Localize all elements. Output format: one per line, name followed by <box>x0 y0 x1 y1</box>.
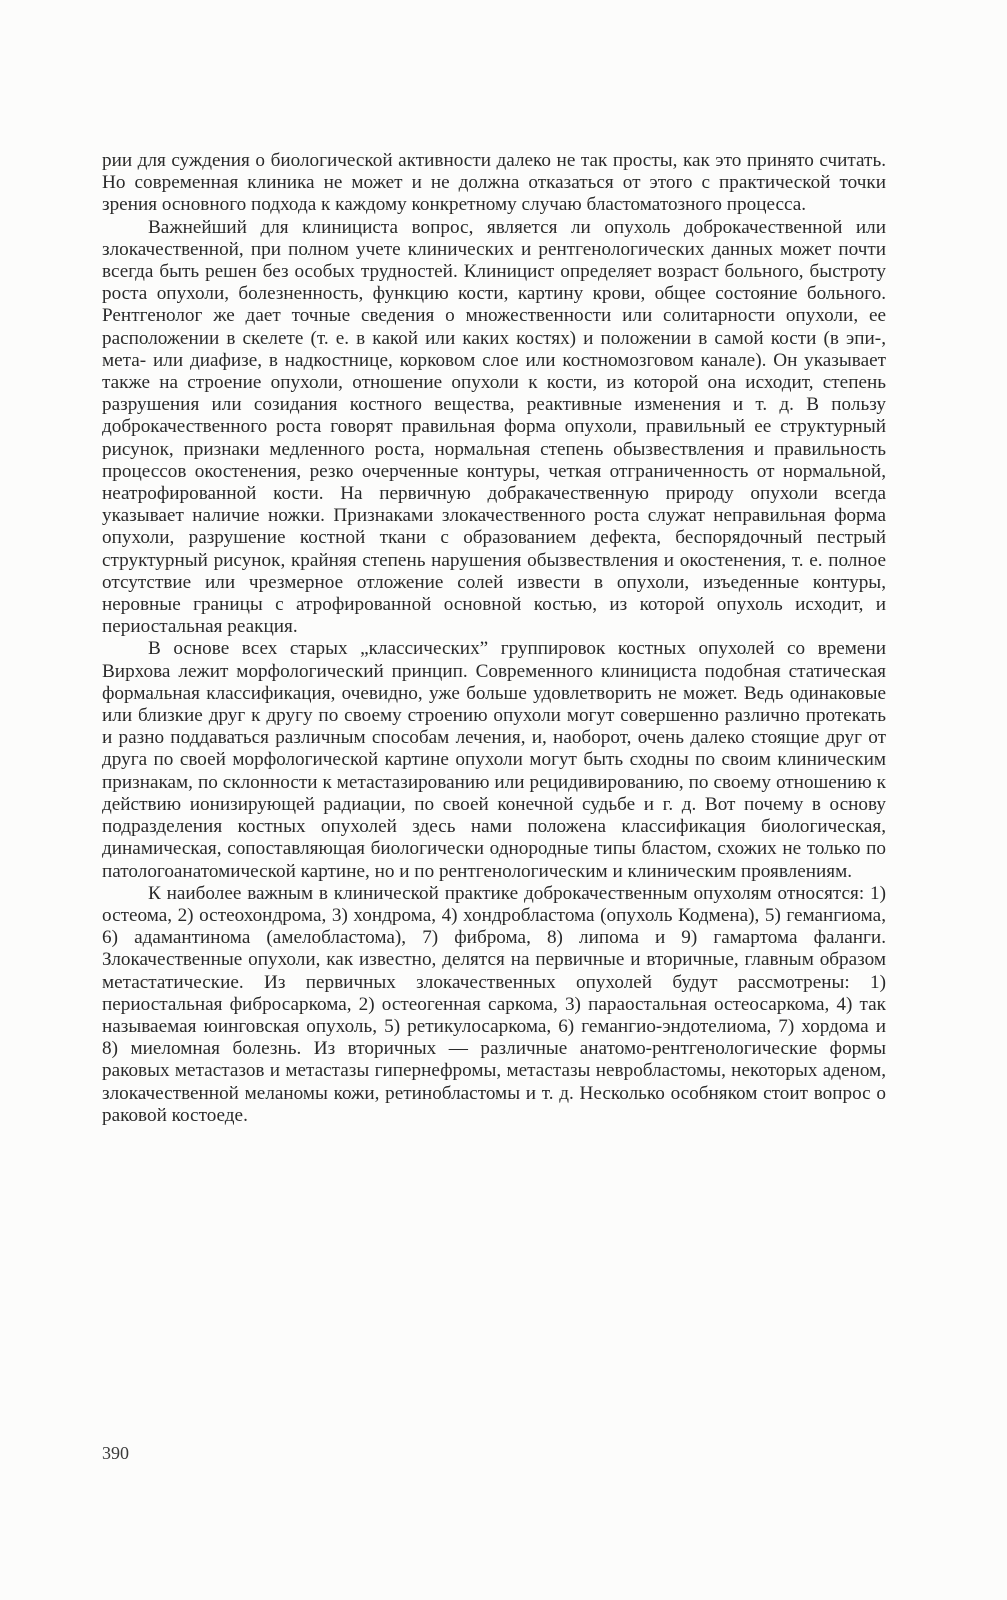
paragraph-tumor-list: К наиболее важным в клинической практике доброкачественным опухолям относятся: 1) остеома, 2) остеохондрома, 3) хондрома, 4) хондробластома (опухоль Кодмена), 5) гемангиома, 6) адамантинома (амелобластома), 7) фиброма, 8) липома и 9) гамартома фаланги. Злокачественные опухоли, как известно, делятся на первичные и вторичные, главным образом метастатические. Из первичных злокачественных опухолей будут рассмотрены: 1) периостальная фибросаркома, 2) остеогенная саркома, 3) параостальная остеосаркома, 4) так называемая юинговская опухоль, 5) ретикулосаркома, 6) гемангио-эндотелиома, 7) хордома и 8) миеломная болезнь. Из вторичных — различные анатомо-рентгенологические формы раковых метастазов и метастазы гипернефромы, метастазы невробластомы, некоторых аденом, злокачественной меланомы кожи, ретинобластомы и т. д. Несколько особняком стоит вопрос о раковой костоеде. <box>102 882 886 1126</box>
text-body <box>102 150 886 1127</box>
paragraph-benign-vs-malignant: Важнейший для клинициста вопрос, является ли опухоль доброкачественной или злокачественной, при полном учете клинических и рентгенологических данных может почти всегда быть решен без особых трудностей. Клиницист определяет возраст больного, быстроту роста опухоли, болезненность, функцию кости, картину крови, общее состояние больного. Рентгенолог же дает точные сведения о множественности или солитарности опухоли, ее расположении в скелете (т. е. в какой или каких костях) и положении в самой кости (в эпи-, мета- или диафизе, в надкостнице, корковом слое или костномозговом канале). Он указывает также на строение опухоли, отношение опухоли к кости, из которой она исходит, степень разрушения или созидания костного вещества, реактивные изменения и т. д. В пользу доброкачественного роста говорят правильная форма опухоли, правильный ее структурный рисунок, признаки медленного роста, нормальная степень обызвествления и правильность процессов окостенения, резко очерченные контуры, четкая отграниченность от нормальной, неатрофированной кости. На первичную добракачественную природу опухоли всегда указывает наличие ножки. Признаками злокачественного роста служат неправильная форма опухоли, разрушение костной ткани с образованием дефекта, беспорядочный пестрый структурный рисунок, крайняя степень нарушения обызвествления и окостенения, т. е. полное отсутствие или чрезмерное отложение солей извести в опухоли, изъеденные контуры, неровные границы с атрофированной основной костью, из которой опухоль исходит, и периостальная реакция. <box>102 216 886 638</box>
paragraph-classification: В основе всех старых „классических” группировок костных опухолей со времени Вирхова лежит морфологический принцип. Современного клинициста подобная статическая формальная классификация, очевидно, уже больше удовлетворить не может. Ведь одинаковые или близкие друг к другу по своему строению опухоли могут совершенно различно протекать и разно поддаваться различным способам лечения, и, наоборот, очень далеко стоящие друг от друга по своей морфологической картине опухоли могут быть сходны по своим клиническим признакам, по склонности к метастазированию или рецидивированию, по своему отношению к действию ионизирующей радиации, по своей конечной судьбе и г. д. Вот почему в основу подразделения костных опухолей здесь нами положена классификация биологическая, динамическая, сопоставляющая биологически однородные типы бластом, схожих не только по патологоанатомической картине, но и по рентгенологическим и клиническим проявлениям. <box>102 638 886 882</box>
page-number: 390 <box>102 1443 129 1463</box>
paragraph-continuation: рии для суждения о биологической активности далеко не так просты, как это принято считать. Но современная клиника не может и не должна отказаться от этого с практической точки зрения основного подхода к каждому конкретному случаю бластоматозного процесса. <box>102 150 886 216</box>
